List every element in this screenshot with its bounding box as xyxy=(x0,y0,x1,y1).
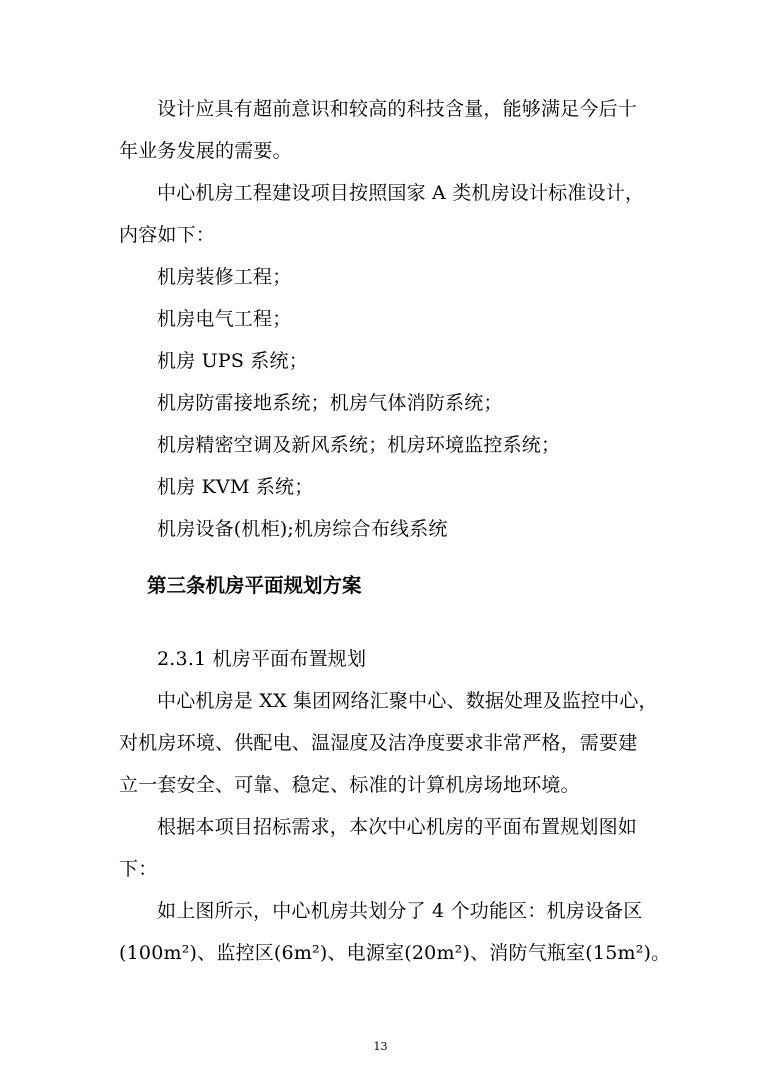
page-number: 13 xyxy=(373,1040,388,1053)
paragraph-1-line-1: 设计应具有超前意识和较高的科技含量，能够满足今后十 xyxy=(157,98,638,120)
paragraph-2-line-2: 内容如下： xyxy=(119,224,216,246)
section-heading: 第三条机房平面规划方案 xyxy=(147,574,362,597)
subsection-heading: 2.3.1 机房平面布置规划 xyxy=(157,648,367,670)
paragraph-3-line-3: 立一套安全、可靠、稳定、标准的计算机房场地环境。 xyxy=(119,774,580,796)
paragraph-3-line-2: 对机房环境、供配电、温湿度及洁净度要求非常严格，需要建 xyxy=(119,732,638,754)
paragraph-3-line-1: 中心机房是 XX 集团网络汇聚中心、数据处理及监控中心， xyxy=(157,690,658,712)
list-item-electrical: 机房电气工程； xyxy=(157,308,292,330)
list-item-lightning-fire: 机房防雷接地系统；机房气体消防系统； xyxy=(157,392,503,414)
list-item-ups: 机房 UPS 系统； xyxy=(157,350,308,372)
list-item-cabinet-cabling: 机房设备(机柜);机房综合布线系统 xyxy=(157,518,448,540)
paragraph-1-line-2: 年业务发展的需要。 xyxy=(119,140,292,162)
paragraph-5-line-2: (100m²)、监控区(6m²)、电源室(20m²)、消防气瓶室(15m²)。 xyxy=(119,942,671,964)
paragraph-2-line-1: 中心机房工程建设项目按照国家 A 类机房设计标准设计， xyxy=(157,182,645,204)
paragraph-4-line-1: 根据本项目招标需求，本次中心机房的平面布置规划图如 xyxy=(157,816,638,838)
list-item-kvm: 机房 KVM 系统； xyxy=(157,476,314,498)
list-item-aircon-monitoring: 机房精密空调及新风系统；机房环境监控系统； xyxy=(157,434,561,456)
paragraph-4-line-2: 下： xyxy=(119,858,158,880)
list-item-decoration: 机房装修工程； xyxy=(157,266,292,288)
paragraph-5-line-1: 如上图所示，中心机房共划分了 4 个功能区：机房设备区 xyxy=(157,900,643,922)
